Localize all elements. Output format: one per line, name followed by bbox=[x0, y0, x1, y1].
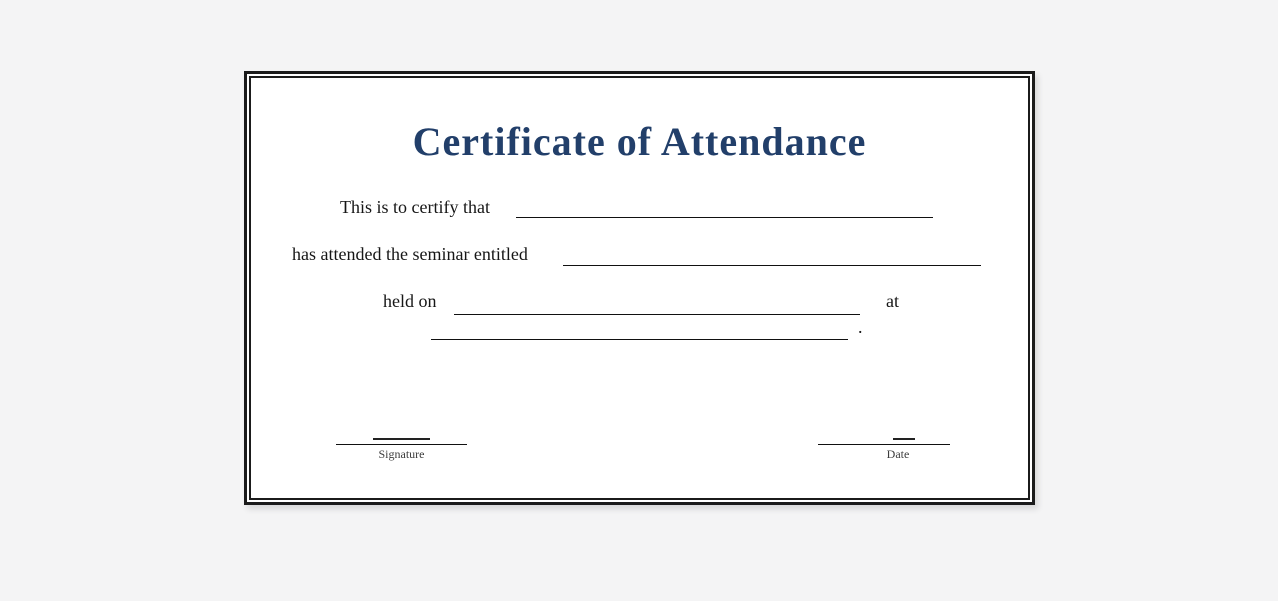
date-held-field-line[interactable] bbox=[454, 314, 860, 315]
date-short-mark bbox=[893, 438, 915, 440]
certificate bbox=[244, 71, 1035, 505]
attended-text: has attended the seminar entitled bbox=[292, 244, 528, 264]
signature-short-mark bbox=[373, 438, 430, 440]
date-line[interactable] bbox=[818, 444, 950, 445]
at-text: at bbox=[886, 291, 899, 311]
signature-label: Signature bbox=[378, 447, 425, 461]
date-label: Date bbox=[886, 447, 910, 461]
signature-line[interactable] bbox=[336, 444, 467, 445]
attendee-name-field-line[interactable] bbox=[516, 217, 933, 218]
period-text: . bbox=[858, 317, 863, 337]
seminar-title-field-line[interactable] bbox=[563, 265, 981, 266]
location-field-line[interactable] bbox=[431, 339, 848, 340]
held-on-text: held on bbox=[383, 291, 437, 311]
certify-text: This is to certify that bbox=[340, 197, 490, 217]
certificate-title: Certificate of Attendance bbox=[412, 119, 867, 164]
